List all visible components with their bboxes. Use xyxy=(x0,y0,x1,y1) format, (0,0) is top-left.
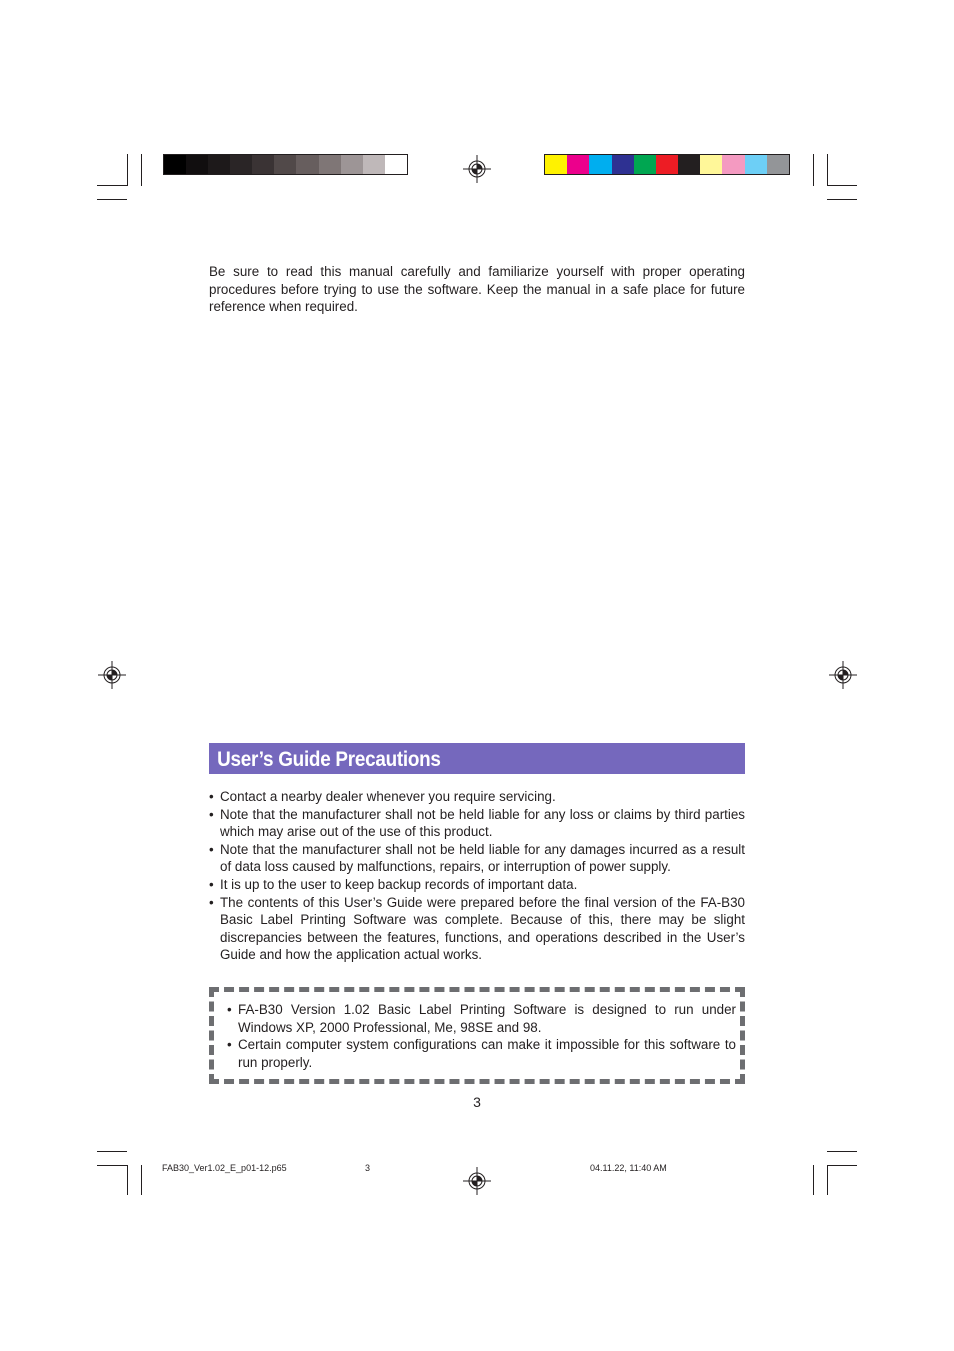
color-swatch xyxy=(722,155,744,174)
color-swatch xyxy=(589,155,611,174)
color-swatch xyxy=(678,155,700,174)
crop-mark xyxy=(813,1165,814,1195)
color-swatch xyxy=(612,155,634,174)
crop-mark xyxy=(813,154,814,186)
slug-filename: FAB30_Ver1.02_E_p01-12.p65 xyxy=(162,1163,287,1173)
crop-mark xyxy=(827,1165,828,1195)
crop-mark xyxy=(97,1165,127,1166)
color-swatch xyxy=(164,155,186,174)
list-item: • Note that the manufacturer shall not be held liable for any loss or claims by third parties which may arise out of the use of this product. xyxy=(209,806,745,841)
color-swatch xyxy=(208,155,230,174)
crop-mark xyxy=(827,1165,857,1166)
list-item: • Contact a nearby dealer whenever you require servicing. xyxy=(209,788,745,806)
registration-target-icon xyxy=(828,660,858,690)
precautions-list xyxy=(209,788,745,964)
slug-page: 3 xyxy=(365,1163,371,1173)
color-swatch xyxy=(385,155,407,174)
crop-mark xyxy=(97,199,127,200)
color-swatch xyxy=(186,155,208,174)
color-swatch xyxy=(274,155,296,174)
list-item: • The contents of this User’s Guide were prepared before the final version of the FA-B30 Basic Label Printing Software was complete. Because of this, there may be slight discrepancies between the features, functions, and operations described in the User’s Guide and how the application actual works. xyxy=(209,894,745,964)
slug-timestamp: 04.11.22, 11:40 AM xyxy=(590,1163,667,1173)
crop-mark xyxy=(127,1165,128,1195)
crop-mark xyxy=(97,185,127,186)
color-swatch xyxy=(767,155,789,174)
intro-paragraph: Be sure to read this manual carefully and familiarize yourself with proper operating procedures before trying to use the software. Keep the manual in a safe place for future reference when required. xyxy=(209,264,745,315)
color-swatch xyxy=(656,155,678,174)
color-swatch xyxy=(319,155,341,174)
crop-mark xyxy=(141,1165,142,1195)
crop-mark xyxy=(827,185,857,186)
crop-mark xyxy=(827,154,828,186)
color-swatch xyxy=(745,155,767,174)
section-title: User’s Guide Precautions xyxy=(217,748,441,771)
registration-target-icon xyxy=(462,1166,492,1196)
grayscale-color-bar xyxy=(163,154,408,175)
color-swatch xyxy=(341,155,363,174)
color-swatch xyxy=(545,155,567,174)
color-swatch xyxy=(252,155,274,174)
color-swatch xyxy=(634,155,656,174)
color-swatch xyxy=(296,155,318,174)
crop-mark xyxy=(97,1151,127,1152)
color-swatch xyxy=(700,155,722,174)
color-swatch xyxy=(363,155,385,174)
color-swatch xyxy=(230,155,252,174)
crop-mark xyxy=(141,154,142,186)
page-number: 3 xyxy=(473,1094,481,1110)
list-item: • Certain computer system configurations can make it impossible for this software to run properly. xyxy=(222,1036,736,1071)
list-item: • Note that the manufacturer shall not be held liable for any damages incurred as a result of data loss caused by malfunctions, repairs, or interruption of power supply. xyxy=(209,841,745,876)
list-item: • FA-B30 Version 1.02 Basic Label Printing Software is designed to run under Windows XP, 2000 Professional, Me, 98SE and 98. xyxy=(222,1001,736,1036)
section-title-bar xyxy=(209,743,745,774)
color-swatch xyxy=(567,155,589,174)
registration-target-icon xyxy=(462,154,492,184)
process-color-bar xyxy=(544,154,790,175)
system-requirements-note xyxy=(209,987,745,1084)
list-item: • It is up to the user to keep backup records of important data. xyxy=(209,876,745,894)
note-list xyxy=(222,1001,736,1071)
registration-target-icon xyxy=(97,660,127,690)
crop-mark xyxy=(827,1151,857,1152)
crop-mark xyxy=(827,199,857,200)
crop-mark xyxy=(127,154,128,186)
